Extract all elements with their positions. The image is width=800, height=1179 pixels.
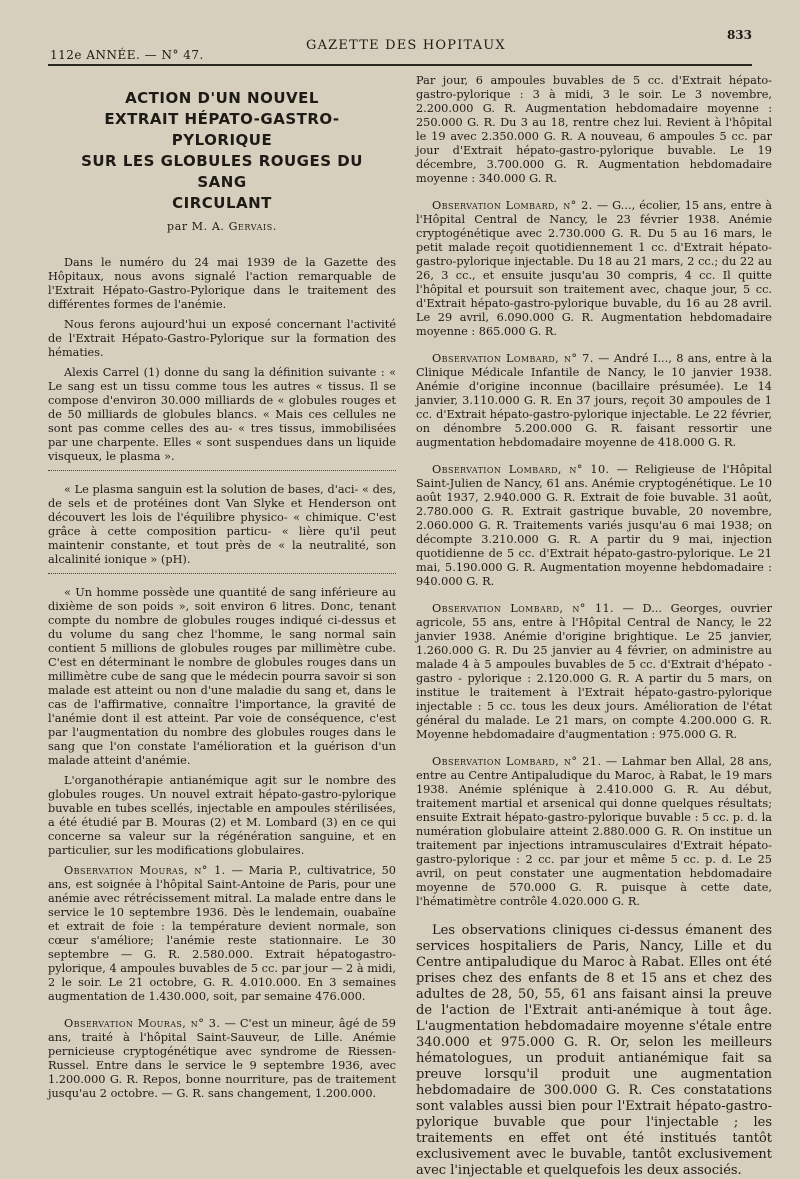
observation-label: Observation Lombard, n° 10. (432, 463, 610, 476)
observation-label: Observation Mouras, n° 1. (64, 864, 226, 877)
right-column (416, 74, 773, 1178)
observation-text: — D... Georges, ouvrier agricole, 55 ans, entre à l'Hôpital Central de Nancy, le 22 janvier 1938. Anémie d'origine brightique. Le 25 janvier, 1.260.000 G. R. Du 25 janvier au 4 février, on administre au malade 4 à 5 ampoules buvables de 5 cc. d'Extrait d'hépato - gastro - pylorique : 2.120.000 G. R. A partir du 5 mars, on institue le traitement à l'Extrait hépato-gastro-pylorique injectable : 5 cc. tous les deux jours. Amélioration de l'état général du malade. Le 21 mars, on compte 4.200.000 G. R. Moyenne hebdomadaire d'augmentation : 975.000 G. R. (416, 602, 772, 741)
title-line: SUR LES GLOBULES ROUGES DU SANG (81, 152, 363, 191)
continuation-paragraph: Par jour, 6 ampoules buvables de 5 cc. d'Extrait hépato-gastro-pylorique : 3 à midi, 3 le soir. Le 3 novembre, 2.200.000 G. R. Augmentation hebdomadaire moyenne : 250.000 G. R. Du 3 au 18, rentre chez lui. Revient à l'hôpital le 19 avec 2.350.000 G. R. A nouveau, 6 ampoules 5 cc. par jour d'Extrait hépato-gastro-pylorique buvable. Le 19 décembre, 3.700.000 G. R. Augmentation hebdomadaire moyenne : 340.000 G. R. (416, 74, 772, 185)
observation-label: Observation Lombard, n° 21. (432, 755, 602, 768)
left-column (48, 74, 396, 1124)
observation-entry (48, 864, 396, 1004)
observation-entry (48, 1017, 396, 1101)
observation-label: Observation Lombard, n° 7. (432, 352, 594, 365)
dotted-separator (48, 470, 396, 471)
article-title (56, 88, 388, 214)
observation-text: — G..., écolier, 15 ans, entre à l'Hôpital Central de Nancy, le 23 février 1938. Anémie cryptogénétique avec 2.730.000 G. R. Du 5 au 16 mars, le petit malade reçoit quotidiennement 1 cc. d'Extrait hépato-gastro-pylorique injectable. Du 18 au 21 mars, 2 cc.; du 22 au 26, 3 cc., et ensuite jusqu'au 30 compris, 4 cc. Il quitte l'hôpital et poursuit son traitement avec, chaque jour, 5 cc. d'Extrait hépato-gastro-pylorique buvable, du 16 au 28 avril. Le 29 avril, 6.090.000 G. R. Augmentation hebdomadaire moyenne : 865.000 G. R. (416, 199, 772, 338)
quote-paragraph: « Le plasma sanguin est la solution de bases, d'aci- « des, de sels et de protéines dont Van Slyke et Henderson ont découvert les lois de l'équilibre physico- « chimique. C'est grâce à cette composition particu- « lière qu'il peut maintenir constante, et tout près de « la neutralité, son alcalinité ionique » (pH). (48, 483, 396, 566)
author-name: Gervais. (228, 220, 277, 233)
issue-label: 112e ANNÉE. — N° 47. (50, 48, 204, 62)
observation-entry (416, 199, 772, 339)
paragraph: Nous ferons aujourd'hui un exposé concernant l'activité de l'Extrait Hépato-Gastro-Pylorique sur la formation des hématies. (48, 318, 396, 359)
page-number: 833 (726, 28, 752, 42)
observation-text: — Maria P., cultivatrice, 50 ans, est soignée à l'hôpital Saint-Antoine de Paris, pour une anémie avec rétrécissement mitral. La malade entre dans le service le 10 septembre 1936. Dès le lendemain, ouabaïne et extrait de foie : la température devient normale, son cœur s'améliore; l'anémie reste stationnaire. Le 30 septembre — G. R. 2.580.000. Extrait hépatogastro-pylorique, 4 ampoules buvables de 5 cc. par jour — 2 à midi, 2 le soir. Le 21 octobre, G. R. 4.010.000. En 3 semaines augmentation de 1.430.000, soit, par semaine 476.000. (48, 864, 396, 1003)
observation-entry (416, 602, 772, 742)
page-header (48, 28, 752, 66)
observation-entry (416, 755, 772, 909)
observation-entry (416, 352, 772, 450)
paragraph: Dans le numéro du 24 mai 1939 de la Gazette des Hôpitaux, nous avons signalé l'action remarquable de l'Extrait Hépato-Gastro-Pylorique dans le traitement des différentes formes de l'anémie. (48, 256, 396, 311)
observation-label: Observation Mouras, n° 3. (64, 1017, 221, 1030)
observation-text: — André I..., 8 ans, entre à la Clinique Médicale Infantile de Nancy, le 10 janvier 1938. Anémie d'origine inconnue (bacillaire présumée). Le 14 janvier, 3.110.000 G. R. En 37 jours, reçoit 30 ampoules de 1 cc. d'Extrait hépato-gastro-pylorique injectable. Le 22 février, on dénombre 5.200.000 G. R. faisant ressortir une augmentation hebdomadaire moyenne de 418.000 G. R. (416, 352, 772, 449)
article-author (48, 220, 396, 234)
observation-text: — Religieuse de l'Hôpital Saint-Julien de Nancy, 61 ans. Anémie cryptogénétique. Le 10 août 1937, 2.940.000 G. R. Extrait de foie buvable. 31 août, 2.780.000 G. R. Extrait gastrique buvable, 20 novembre, 2.060.000 G. R. Traitements variés jusqu'au 6 mai 1938; on décompte 3.210.000 G. R. A partir du 9 mai, injection quotidienne de 5 cc. d'Extrait hépato-gastro-pylorique. Le 21 mai, 5.190.000 G. R. Augmentation moyenne hebdomadaire : 940.000 G. R. (416, 463, 773, 588)
observation-entry (416, 463, 772, 589)
paragraph: Alexis Carrel (1) donne du sang la définition suivante : « Le sang est un tissu comme tous les autres « tissus. Il se compose d'environ 30.000 milliards de « globules rouges et de 50 milliards de globules blancs. « Mais ces cellules ne sont pas comme celles des au- « tres tissus, immobilisées par une charpente. Elles « sont suspendues dans un liquide visqueux, le plasma ». (48, 366, 396, 463)
journal-title: GAZETTE DES HOPITAUX (306, 38, 506, 53)
title-line: EXTRAIT HÉPATO-GASTRO-PYLORIQUE (104, 110, 340, 149)
conclusion-block (416, 923, 772, 1179)
paragraph: « Un homme possède une quantité de sang inférieure au dixième de son poids », soit environ 6 litres. Donc, tenant compte du nombre de globules rouges indiqué ci-dessus et du volume du sang chez l'homme, le sang normal sain contient 5 millions de globules rouges par millimètre cube. C'est en déterminant le nombre de globules rouges dans un millimètre cube de sang que le médecin pourra savoir si son malade est atteint ou non d'une maladie du sang et, dans le cas de l'affirmative, connaître l'importance, la gravité de l'anémie dont il est atteint. Par voie de conséquence, c'est par l'augmentation du nombre des globules rouges dans le sang que l'on constate l'amélioration et la guérison d'un malade atteint d'anémie. (48, 586, 396, 767)
author-prefix: par M. A. (167, 220, 229, 233)
observation-text: — Lahmar ben Allal, 28 ans, entre au Centre Antipaludique du Maroc, à Rabat, le 19 mars 1938. Anémie splénique à 2.410.000 G. R. Au début, traitement martial et arsenical qui donne quelques résultats; ensuite Extrait hépato-gastro-pylorique buvable : 5 cc. p. d. la numération globulaire atteint 2.880.000 G. R. On institue un traitement par injections intramusculaires d'Extrait hépato-gastro-pylorique : 2 cc. par jour et même 5 cc. p. d. Le 25 avril, on peut constater une augmentation hebdomadaire moyenne de 570.000 G. R. puisque à cette date, l'hématimètre contrôle 4.020.000 G. R. (416, 755, 772, 908)
observation-label: Observation Lombard, n° 11. (432, 602, 615, 615)
paragraph: L'organothérapie antianémique agit sur le nombre des globules rouges. Un nouvel extrait hépato-gastro-pylorique buvable en tubes scellés, injectable en ampoules stérilisées, a été étudié par B. Mouras (2) et M. Lombard (3) en ce qui concerne sa valeur sur la régénération sanguine, et en particulier, sur les modifications globulaires. (48, 774, 396, 857)
title-line: ACTION D'UN NOUVEL (125, 89, 319, 107)
conclusion-paragraph: Les observations cliniques ci-dessus émanent des services hospitaliers de Paris, Nancy, Lille et du Centre antipaludique du Maroc à Rabat. Elles ont été prises chez des enfants de 8 et 15 ans et chez des adultes de 28, 50, 55, 61 ans faisant ainsi la preuve de l'action de l'Extrait anti-anémique à tout âge. L'augmentation hebdomadaire moyenne s'étale entre 340.000 et 975.000 G. R. Or, selon les meilleurs hématologues, un produit antianémique fait sa preuve lorsqu'il produit une augmentation hebdomadaire de 300.000 G. R. Ces constatations sont valables aussi bien pour l'Extrait hépato-gastro-pylorique buvable que pour l'injectable ; les traitements en effet ont été institués tantôt exclusivement avec le buvable, tantôt exclusivement avec l'injectable et quelquefois les deux associés. (416, 923, 772, 1178)
title-line: CIRCULANT (172, 194, 272, 212)
dotted-separator (48, 573, 396, 574)
observation-text: — C'est un mineur, âgé de 59 ans, traité à l'hôpital Saint-Sauveur, de Lille. Anémie pernicieuse cryptogénétique avec syndrome de Riessen-Russel. Entre dans le service le 9 septembre 1936, avec 1.200.000 G. R. Repos, bonne nourriture, pas de traitement jusqu'au 2 octobre. — G. R. sans changement, 1.200.000. (48, 1017, 396, 1100)
observation-label: Observation Lombard, n° 2. (432, 199, 593, 212)
